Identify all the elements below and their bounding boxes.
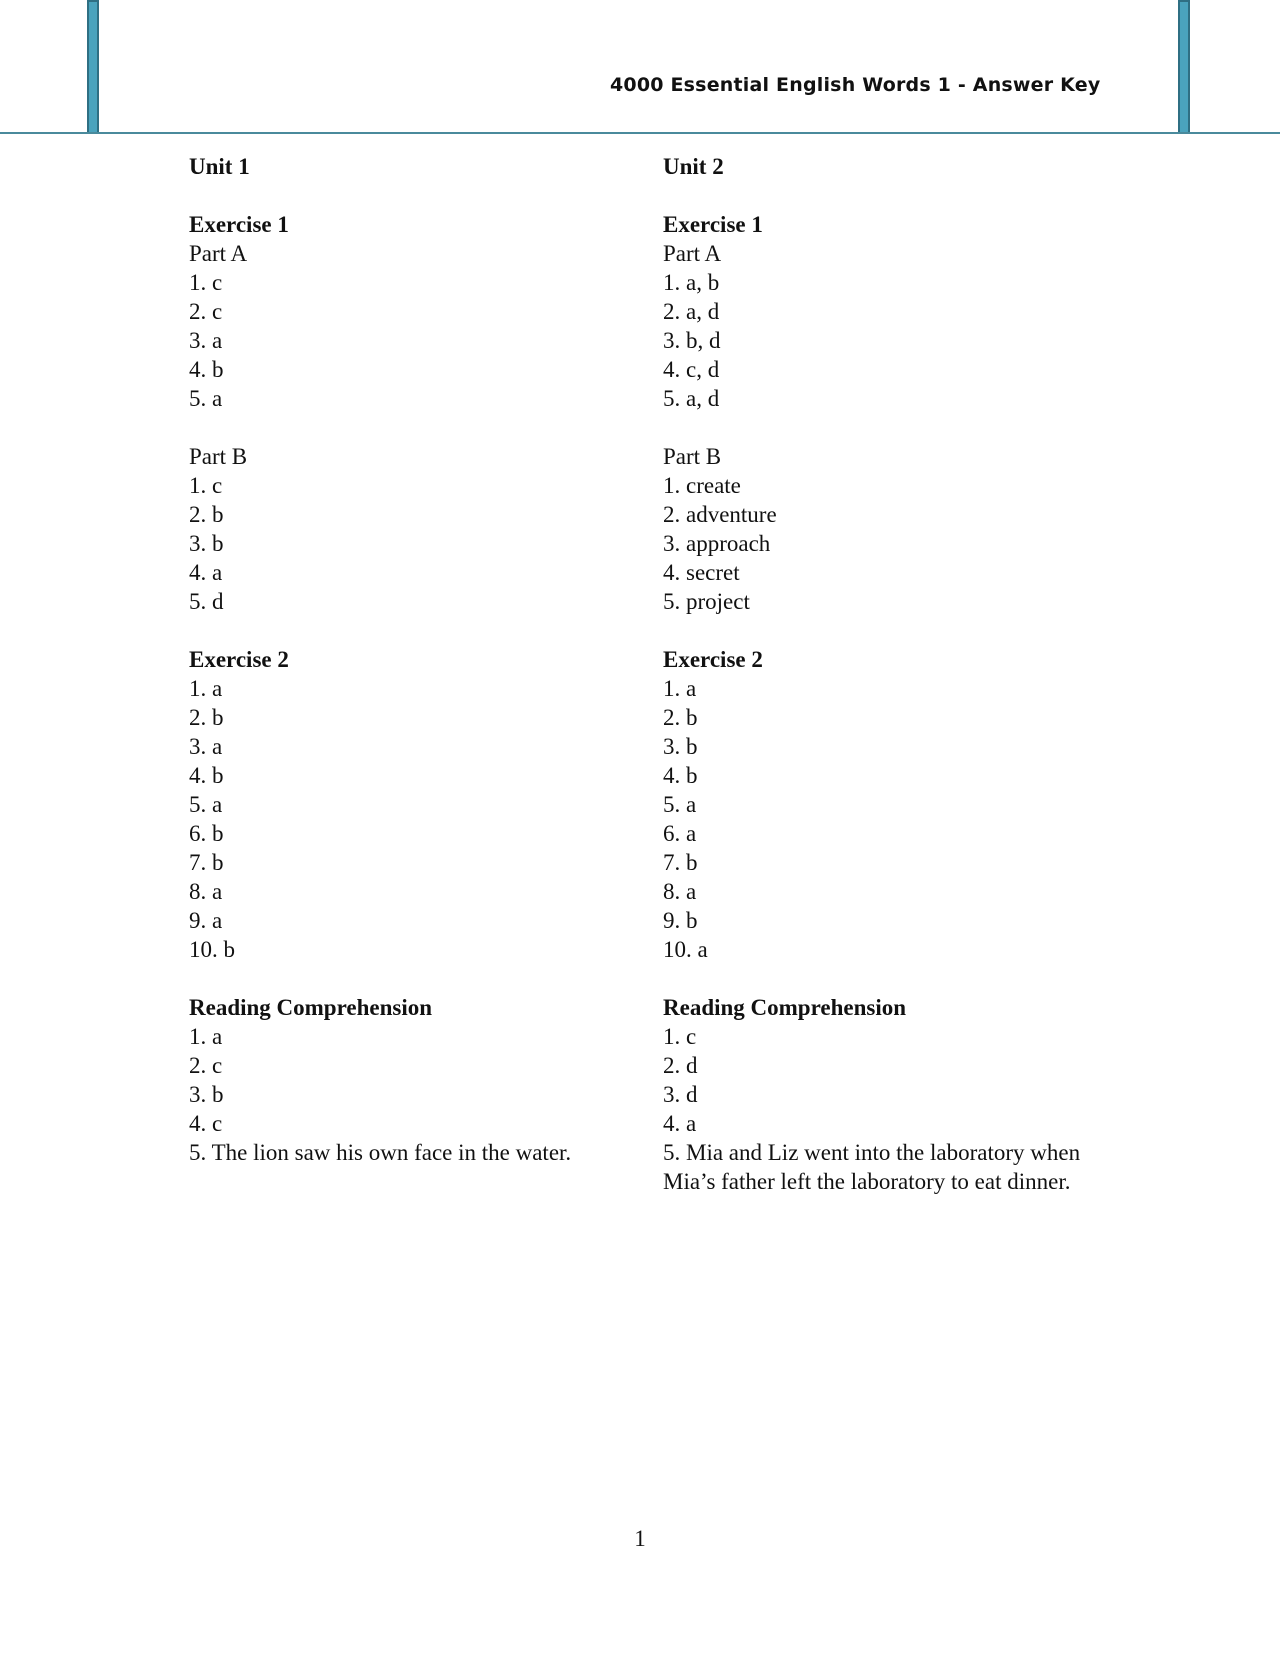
answer-line: 1. a bbox=[663, 676, 697, 701]
answer-line: 3. a bbox=[189, 328, 223, 353]
answer-line: 1. c bbox=[189, 473, 223, 498]
answer-line: 7. b bbox=[663, 850, 698, 875]
answer-line: 10. b bbox=[189, 937, 235, 962]
answer-line: 8. a bbox=[663, 879, 697, 904]
answer-line: 2. a, d bbox=[663, 299, 720, 324]
answer-line: 5. project bbox=[663, 589, 750, 614]
answer-line: 5. a bbox=[189, 386, 223, 411]
exercise-heading: Exercise 1 bbox=[189, 212, 289, 237]
unit-1-column bbox=[189, 152, 629, 1196]
answer-line: 3. approach bbox=[663, 531, 771, 556]
part-b-section bbox=[189, 442, 629, 616]
answer-line: 4. b bbox=[189, 763, 224, 788]
part-label: Part A bbox=[663, 241, 722, 266]
answer-line: 4. c bbox=[189, 1111, 223, 1136]
answer-line: 3. b bbox=[189, 531, 224, 556]
answer-line: 2. d bbox=[663, 1053, 698, 1078]
answer-line: 5. The lion saw his own face in the water. bbox=[189, 1140, 572, 1165]
answer-line: 3. b bbox=[189, 1082, 224, 1107]
unit-2-column bbox=[663, 152, 1083, 1225]
part-label: Part A bbox=[189, 241, 248, 266]
unit-title: Unit 2 bbox=[663, 154, 724, 179]
header-right-bar bbox=[1178, 0, 1190, 134]
answer-line: 1. create bbox=[663, 473, 741, 498]
exercise-2-section bbox=[189, 645, 629, 964]
header-rule bbox=[0, 132, 1280, 134]
answer-line: 2. b bbox=[189, 502, 224, 527]
answer-line: 2. b bbox=[189, 705, 224, 730]
answer-line: 5. Mia and Liz went into the laboratory when Mia’s father left the laboratory to eat dinner. bbox=[663, 1140, 1081, 1194]
answer-line: 9. b bbox=[663, 908, 698, 933]
answer-line: 5. a bbox=[189, 792, 223, 817]
header-left-bar bbox=[87, 0, 99, 134]
answer-line: 1. a bbox=[189, 676, 223, 701]
reading-heading: Reading Comprehension bbox=[189, 995, 433, 1020]
reading-comprehension-section bbox=[189, 993, 629, 1167]
answer-line: 3. b bbox=[663, 734, 698, 759]
part-label: Part B bbox=[663, 444, 722, 469]
answer-line: 1. a bbox=[189, 1024, 223, 1049]
answer-line: 4. b bbox=[663, 763, 698, 788]
answer-line: 3. b, d bbox=[663, 328, 721, 353]
reading-heading: Reading Comprehension bbox=[663, 995, 907, 1020]
exercise-heading: Exercise 1 bbox=[663, 212, 763, 237]
answer-line: 6. a bbox=[663, 821, 697, 846]
answer-line: 8. a bbox=[189, 879, 223, 904]
answer-line: 2. c bbox=[189, 299, 223, 324]
answer-line: 5. a bbox=[663, 792, 697, 817]
answer-line: 3. a bbox=[189, 734, 223, 759]
unit-title: Unit 1 bbox=[189, 154, 250, 179]
answer-line: 6. b bbox=[189, 821, 224, 846]
answer-line: 1. c bbox=[663, 1024, 697, 1049]
answer-line: 10. a bbox=[663, 937, 708, 962]
answer-line: 9. a bbox=[189, 908, 223, 933]
answer-line: 4. b bbox=[189, 357, 224, 382]
exercise-1-section bbox=[663, 210, 1083, 413]
answer-line: 5. d bbox=[189, 589, 224, 614]
answer-line: 2. c bbox=[189, 1053, 223, 1078]
answer-line: 2. b bbox=[663, 705, 698, 730]
answer-line: 4. a bbox=[189, 560, 223, 585]
answer-line: 4. a bbox=[663, 1111, 697, 1136]
part-label: Part B bbox=[189, 444, 248, 469]
answer-line: 2. adventure bbox=[663, 502, 777, 527]
answer-line: 1. a, b bbox=[663, 270, 720, 295]
exercise-heading: Exercise 2 bbox=[189, 647, 289, 672]
answer-line: 4. secret bbox=[663, 560, 740, 585]
page-number: 1 bbox=[634, 1526, 646, 1551]
exercise-heading: Exercise 2 bbox=[663, 647, 763, 672]
answer-line: 4. c, d bbox=[663, 357, 720, 382]
exercise-2-section bbox=[663, 645, 1083, 964]
part-b-section bbox=[663, 442, 1083, 616]
answer-line: 7. b bbox=[189, 850, 224, 875]
header-title: 4000 Essential English Words 1 - Answer Key bbox=[610, 74, 1101, 96]
answer-line: 5. a, d bbox=[663, 386, 720, 411]
answer-line: 3. d bbox=[663, 1082, 698, 1107]
exercise-1-section bbox=[189, 210, 629, 413]
reading-comprehension-section bbox=[663, 993, 1083, 1196]
answer-line: 1. c bbox=[189, 270, 223, 295]
